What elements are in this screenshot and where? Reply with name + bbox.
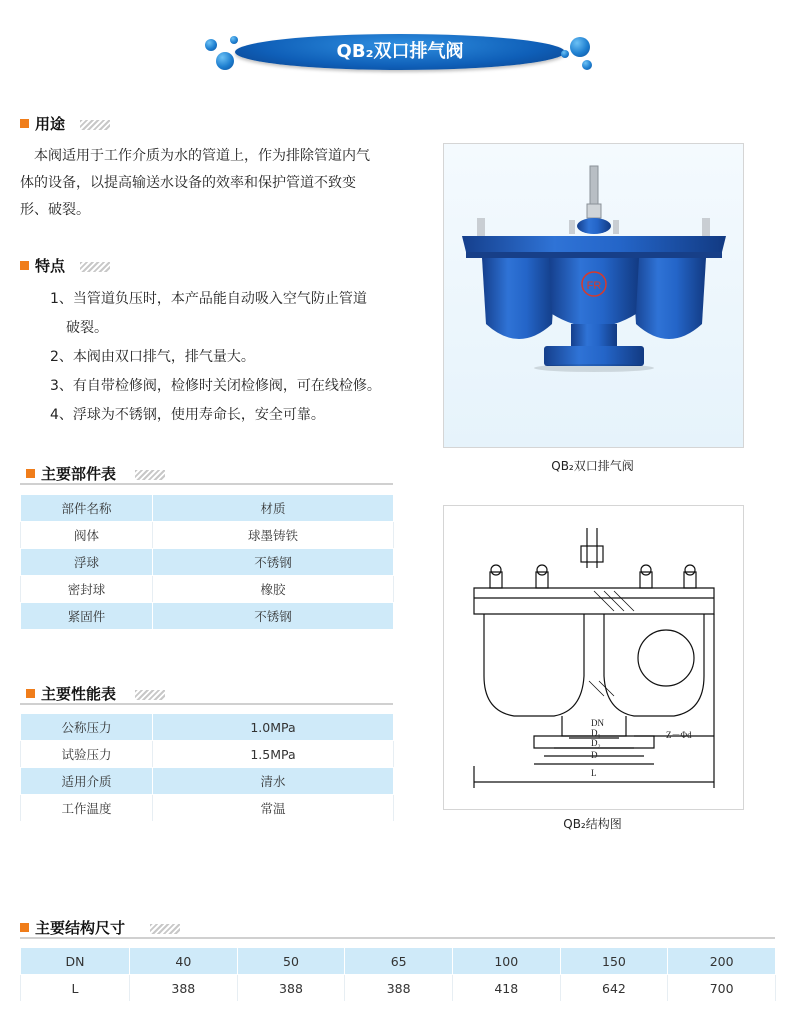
heading-rule [20, 937, 775, 939]
table-cell: 1.0MPa [153, 714, 394, 741]
table-cell: 700 [668, 975, 776, 1002]
feature-item: 4、浮球为不锈钢，使用寿命长，安全可靠。 [50, 407, 325, 423]
section-heading-features: 特点 [20, 256, 65, 276]
heading-stripes [135, 470, 165, 480]
feature-item: 2、本阀由双口排气，排气量大。 [50, 349, 255, 365]
usage-line: 形、破裂。 [20, 202, 90, 218]
page-title: QB₂双口排气阀 [235, 34, 565, 70]
dimensions-table [20, 947, 776, 1002]
table-cell: 40 [130, 948, 238, 975]
photo-logo: FR [586, 280, 602, 292]
table-cell: 适用介质 [21, 768, 153, 795]
feature-item: 破裂。 [66, 320, 108, 336]
performance-table [20, 713, 394, 822]
table-cell: 1.5MPa [153, 741, 394, 768]
feature-item: 3、有自带检修阀，检修时关闭检修阀，可在线检修。 [50, 378, 381, 394]
parts-table [20, 494, 394, 630]
table-cell: 部件名称 [21, 495, 153, 522]
section-heading-performance: 主要性能表 [26, 684, 116, 704]
table-cell: 65 [345, 948, 453, 975]
table-row [21, 549, 394, 576]
heading-stripes [80, 120, 110, 130]
table-row [21, 948, 776, 975]
dim-label: Z－Φd [666, 730, 692, 740]
section-heading-dimensions: 主要结构尺寸 [20, 918, 125, 938]
table-row [21, 714, 394, 741]
table-cell: 清水 [153, 768, 394, 795]
table-cell: 100 [452, 948, 560, 975]
table-row [21, 495, 394, 522]
dim-label: L [591, 768, 597, 778]
heading-marker [26, 469, 35, 478]
table-row [21, 522, 394, 549]
decor-bubble [216, 52, 234, 70]
table-cell: 橡胶 [153, 576, 394, 603]
dim-label: DN [591, 718, 604, 728]
usage-text [20, 143, 425, 224]
structure-drawing [444, 506, 743, 809]
table-row [21, 576, 394, 603]
heading-marker [26, 689, 35, 698]
table-cell: 球墨铸铁 [153, 522, 394, 549]
product-photo [443, 143, 744, 448]
feature-item: 1、当管道负压时，本产品能自动吸入空气防止管道 [50, 291, 367, 307]
heading-stripes [80, 262, 110, 272]
valve-photo-illustration [444, 144, 743, 447]
table-row [21, 975, 776, 1002]
table-row [21, 768, 394, 795]
heading-marker [20, 923, 29, 932]
table-cell: 阀体 [21, 522, 153, 549]
decor-bubble [205, 39, 217, 51]
decor-bubble [570, 37, 590, 57]
photo-caption: QB₂双口排气阀 [551, 459, 634, 473]
table-cell: 常温 [153, 795, 394, 822]
table-cell: 浮球 [21, 549, 153, 576]
table-cell: L [21, 975, 130, 1002]
section-heading-usage: 用途 [20, 114, 65, 134]
decor-bubble [561, 50, 569, 58]
table-row [21, 603, 394, 630]
table-cell: 工作温度 [21, 795, 153, 822]
table-cell: 不锈钢 [153, 549, 394, 576]
table-cell: 公称压力 [21, 714, 153, 741]
table-cell: 50 [237, 948, 345, 975]
table-cell: 418 [452, 975, 560, 1002]
table-cell: 试验压力 [21, 741, 153, 768]
table-cell: 200 [668, 948, 776, 975]
heading-rule [20, 703, 393, 705]
table-cell: 388 [237, 975, 345, 1002]
diagram-caption: QB₂结构图 [563, 817, 622, 831]
usage-line: 本阀适用于工作介质为水的管道上，作为排除管道内气 [34, 148, 370, 164]
table-row [21, 741, 394, 768]
table-cell: 388 [345, 975, 453, 1002]
table-cell: 紧固件 [21, 603, 153, 630]
table-cell: 材质 [153, 495, 394, 522]
heading-marker [20, 119, 29, 128]
decor-bubble [582, 60, 592, 70]
usage-line: 体的设备，以提高输送水设备的效率和保护管道不致变 [20, 175, 356, 191]
table-cell: DN [21, 948, 130, 975]
table-cell: 密封球 [21, 576, 153, 603]
dim-label: D [591, 750, 598, 760]
dim-label: D₂ [591, 738, 601, 748]
table-cell: 150 [560, 948, 668, 975]
heading-stripes [150, 924, 180, 934]
heading-stripes [135, 690, 165, 700]
section-heading-parts: 主要部件表 [26, 464, 116, 484]
decor-bubble [230, 36, 238, 44]
table-cell: 388 [130, 975, 238, 1002]
table-cell: 不锈钢 [153, 603, 394, 630]
structure-diagram [443, 505, 744, 810]
heading-marker [20, 261, 29, 270]
dim-label: D₁ [591, 728, 601, 738]
table-cell: 642 [560, 975, 668, 1002]
table-row [21, 795, 394, 822]
features-list [50, 285, 430, 430]
heading-rule [20, 483, 393, 485]
